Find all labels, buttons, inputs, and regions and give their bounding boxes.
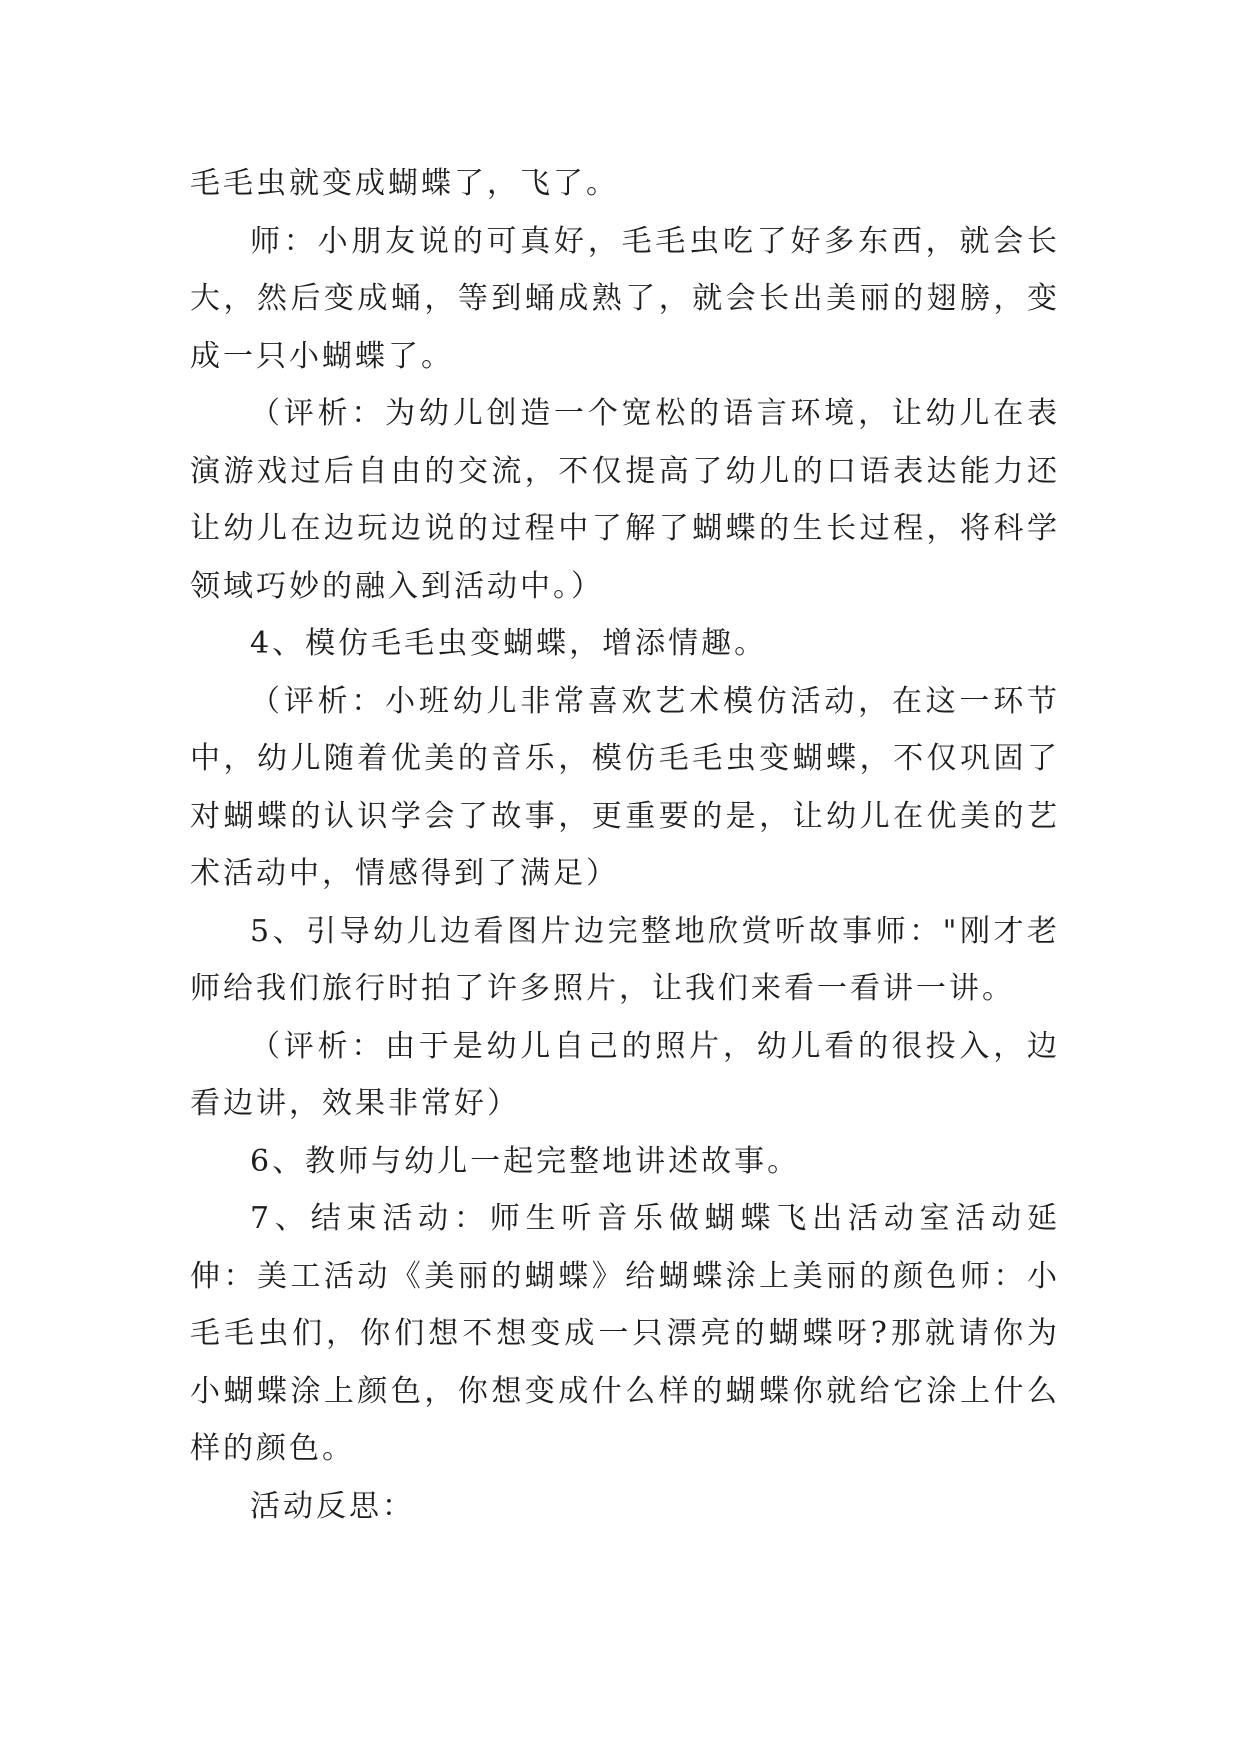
paragraph-4: 4、模仿毛毛虫变蝴蝶，增添情趣。 — [250, 626, 768, 661]
paragraph-1: 毛毛虫就变成蝴蝶了，飞了。 — [190, 166, 619, 201]
paragraph-3: （评析：为幼儿创造一个宽松的语言环境，让幼儿在表演游戏过后自由的交流，不仅提高了幼儿的口语表达能力还让幼儿在边玩边说的过程中了解了蝴蝶的生长过程，将科学领域巧妙的融入到活动中。） — [190, 396, 1060, 604]
paragraph-2: 师：小朋友说的可真好，毛毛虫吃了好多东西，就会长大，然后变成蛹，等到蛹成熟了，就会长出美丽的翅膀，变成一只小蝴蝶了。 — [190, 223, 1060, 374]
document-body — [190, 155, 1060, 1535]
paragraph-6: 5、引导幼儿边看图片边完整地欣赏听故事师："刚才老师给我们旅行时拍了许多照片，让我们来看一看讲一讲。 — [190, 913, 1060, 1006]
paragraph-8: 6、教师与幼儿一起完整地讲述故事。 — [250, 1143, 801, 1179]
paragraph-5: （评析：小班幼儿非常喜欢艺术模仿活动，在这一环节中，幼儿随着优美的音乐，模仿毛毛虫变蝴蝶，不仅巩固了对蝴蝶的认识学会了故事，更重要的是，让幼儿在优美的艺术活动中，情感得到了满足） — [190, 683, 1060, 891]
paragraph-9: 7、结束活动：师生听音乐做蝴蝶飞出活动室活动延伸：美工活动《美丽的蝴蝶》给蝴蝶涂上美丽的颜色师：小毛毛虫们，你们想不想变成一只漂亮的蝴蝶呀?那就请你为小蝴蝶涂上颜色，你想变成什么样的蝴蝶你就给它涂上什么样的颜色。 — [190, 1201, 1060, 1466]
paragraph-10: 活动反思： — [250, 1488, 415, 1524]
paragraph-7: （评析：由于是幼儿自己的照片，幼儿看的很投入，边看边讲，效果非常好） — [190, 1028, 1060, 1121]
